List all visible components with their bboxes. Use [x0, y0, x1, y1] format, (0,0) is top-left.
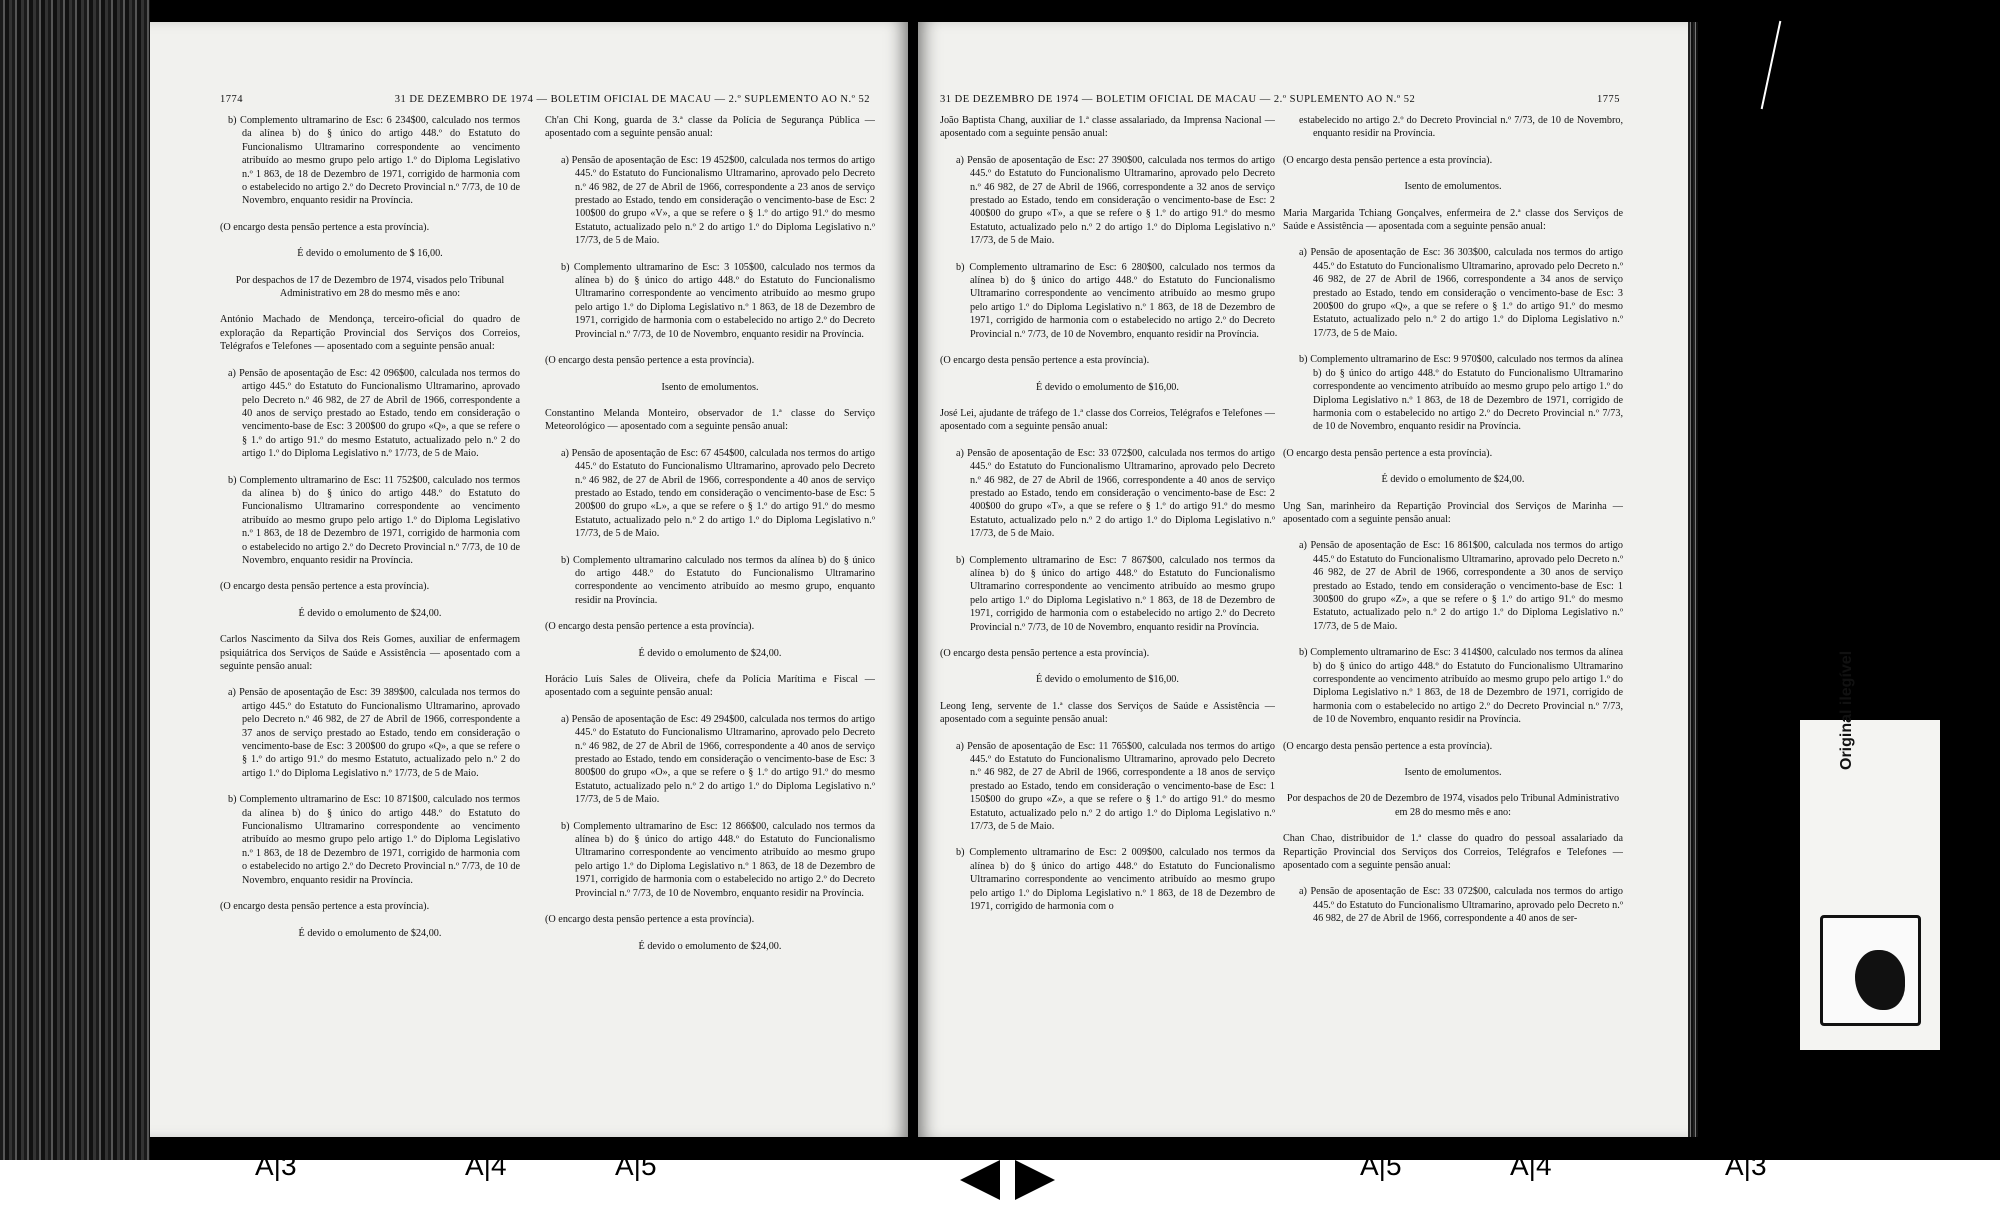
- page-gutter: [908, 22, 918, 1137]
- paragraph: (O encargo desta pensão pertence a esta província).: [220, 581, 430, 593]
- paragraph: António Machado de Mendonça, terceiro-oficial do quadro de exploração da Repartição Provincial dos Serviços dos Correios, Telégrafos e Telefones — aposentado com a seguinte pensão anual:: [220, 314, 520, 353]
- paragraph: b) Complemento ultramarino de Esc: 3 105$00, calculado nos termos da alínea b) do § único do artigo 448.º do Estatuto do Funcionalismo Ultramarino correspondente ao vencimento atribuído ao mesmo grupo pelo artigo 1.º do Diploma Legislativo n.º 1 863, de 18 de Dezembro de 1971, corrigido de harmonia com o estabelecido no artigo 2.º do Decreto Provincial n.º 7/73, de 10 de Novembro, enquanto residir na Província.: [561, 261, 875, 340]
- film-edge-right: [1688, 22, 1698, 1137]
- paragraph: Carlos Nascimento da Silva dos Reis Gomes, auxiliar de enfermagem psiquiátrica dos Serviços de Saúde e Assistência — aposentado com a seguinte pensão anual:: [220, 634, 520, 672]
- paragraph: a) Pensão de aposentação de Esc: 39 389$00, calculada nos termos do artigo 445.º do Estatuto do Funcionalismo Ultramarino, aprovado pelo Decreto n.º 46 982, de 27 de Abril de 1966, correspondente a 37 anos de serviço prestado ao Estado, tendo em consideração o vencimento-base de Esc: 3 200$00 do grupo «Q», a que se refere o § 1.º do artigo 91.º do mesmo Estatuto, actualizado pelo n.º 2 do artigo 1.º do Diploma Legislativo n.º 17/73, de 5 de Maio.: [228, 687, 520, 779]
- paragraph: (O encargo desta pensão pertence a esta província).: [1283, 154, 1493, 166]
- paragraph: Isento de emolumentos.: [1404, 181, 1502, 193]
- paragraph: (O encargo desta pensão pertence a esta província).: [545, 621, 755, 633]
- paragraph: estabelecido no artigo 2.º do Decreto Provincial n.º 7/73, de 10 de Novembro, enquanto residir na Província.: [1299, 115, 1623, 140]
- left-page-header-text: 31 DE DEZEMBRO DE 1974 — BOLETIM OFICIAL DE MACAU — 2.º SUPLEMENTO AO N.º 52: [394, 94, 870, 105]
- paragraph: (O encargo desta pensão pertence a esta província).: [1283, 447, 1493, 459]
- paragraph: (O encargo desta pensão pertence a esta província).: [220, 221, 430, 233]
- paragraph: É devido o emolumento de $ 16,00.: [297, 248, 443, 260]
- frame-mark: A|4: [465, 1150, 507, 1181]
- paragraph: a) Pensão de aposentação de Esc: 33 072$00, calculada nos termos do artigo 445.º do Estatuto do Funcionalismo Ultramarino, aprovado pelo Decreto n.º 46 982, de 27 de Abril de 1966, correspondente a 40 anos de ser-: [1299, 886, 1623, 925]
- paragraph: Por despachos de 20 de Dezembro de 1974, visados pelo Tribunal Administrativo em 28 do mesmo mês e ano:: [1286, 793, 1620, 818]
- paragraph: Isento de emolumentos.: [661, 381, 759, 393]
- left-column-1: [220, 114, 520, 953]
- paragraph: a) Pensão de aposentação de Esc: 67 454$00, calculada nos termos do artigo 445.º do Estatuto do Funcionalismo Ultramarino, aprovado pelo Decreto n.º 46 982, de 27 de Abril de 1966, correspondente a 40 anos de serviço prestado ao Estado, tendo em consideração o vencimento-base de Esc: 5 200$00 do grupo «L», a que se refere o § 1.º do artigo 91.º do mesmo Estatuto, actualizado pelo n.º 2 do artigo 1.º do Diploma Legislativo n.º 17/73, de 5 de Maio.: [561, 447, 875, 540]
- paragraph: a) Pensão de aposentação de Esc: 49 294$00, calculada nos termos do artigo 445.º do Estatuto do Funcionalismo Ultramarino, aprovado pelo Decreto n.º 46 982, de 27 de Abril de 1966, correspondente a 40 anos de serviço prestado ao Estado, tendo em consideração o vencimento-base de Esc: 3 800$00 do grupo «O», a que se refere o § 1.º do artigo 91.º do mesmo Estatuto, actualizado pelo n.º 2 do artigo 1.º do Diploma Legislativo n.º 17/73, de 5 de Maio.: [561, 713, 875, 806]
- paragraph: Leong Ieng, servente de 1.ª classe dos Serviços de Saúde e Assistência — aposentado com a seguinte pensão anual:: [940, 700, 1275, 726]
- paragraph: (O encargo desta pensão pertence a esta província).: [940, 648, 1150, 659]
- paragraph: Constantino Melanda Monteiro, observador de 1.ª classe do Serviço Meteorológico — aposentado com a seguinte pensão anual:: [545, 407, 875, 433]
- right-page: [918, 22, 1688, 1137]
- paragraph: b) Complemento ultramarino calculado nos termos da alínea b) do § único do artigo 448.º do Estatuto do Funcionalismo Ultramarino correspondente ao vencimento atribuído ao mesmo grupo, enquanto residir na Província.: [561, 554, 875, 606]
- right-page-header: [940, 94, 1620, 105]
- paragraph: (O encargo desta pensão pertence a esta província).: [220, 901, 430, 913]
- paragraph: b) Complemento ultramarino de Esc: 11 752$00, calculado nos termos da alínea b) do § único do artigo 448.º do Estatuto do Funcionalismo Ultramarino correspondente ao vencimento atribuído ao mesmo grupo pelo artigo 1.º do Diploma Legislativo n.º 1 863, de 18 de Dezembro de 1971, corrigido de harmonia com o estabelecido no artigo 2.º do Decreto Provincial n.º 7/73, de 10 de Novembro, enquanto residir na Província.: [228, 474, 520, 566]
- frame-mark: A|3: [1725, 1150, 1767, 1181]
- paragraph: É devido o emolumento de $16,00.: [1036, 381, 1179, 393]
- paragraph: É devido o emolumento de $24,00.: [638, 647, 782, 659]
- paragraph: É devido o emolumento de $24,00.: [298, 927, 442, 939]
- paragraph: (O encargo desta pensão pertence a esta província).: [1283, 740, 1493, 752]
- paragraph: Maria Margarida Tchiang Gonçalves, enfermeira de 2.ª classe dos Serviços de Saúde e Assistência — aposentada com a seguinte pensão anual:: [1283, 207, 1623, 233]
- right-page-number: 1775: [1597, 94, 1620, 105]
- left-page: [150, 22, 908, 1137]
- paragraph: É devido o emolumento de $24,00.: [1381, 474, 1525, 486]
- film-scratch: [1761, 21, 1782, 109]
- paragraph: (O encargo desta pensão pertence a esta província).: [545, 914, 755, 926]
- right-column-1: [940, 114, 1275, 927]
- paragraph: a) Pensão de aposentação de Esc: 16 861$00, calculada nos termos do artigo 445.º do Estatuto do Funcionalismo Ultramarino, aprovado pelo Decreto n.º 46 982, de 27 de Abril de 1966, correspondente a 30 anos de serviço prestado ao Estado, tendo em consideração o vencimento-base de Esc: 1 300$00 do grupo «Z», a que se refere o § 1.º do artigo 91.º do mesmo Estatuto, actualizado pelo n.º 2 do artigo 1.º do Diploma Legislativo n.º 17/73, de 5 de Maio.: [1299, 540, 1623, 632]
- paragraph: É devido o emolumento de $24,00.: [638, 940, 782, 952]
- right-column-2: [1283, 114, 1623, 939]
- paragraph: É devido o emolumento de $24,00.: [298, 607, 442, 619]
- paragraph: Isento de emolumentos.: [1404, 767, 1502, 779]
- frame-mark: A|3: [255, 1150, 297, 1181]
- paragraph: Chan Chao, distribuidor de 1.ª classe do quadro do pessoal assalariado da Repartição Provincial dos Serviços dos Correios, Telégrafos e Telefones — aposentado com a seguinte pensão anual:: [1283, 833, 1623, 872]
- paragraph: b) Complemento ultramarino de Esc: 12 866$00, calculado nos termos da alínea b) do § único do artigo 448.º do Estatuto do Funcionalismo Ultramarino correspondente ao vencimento atribuído ao mesmo grupo pelo artigo 1.º do Diploma Legislativo n.º 1 863, de 18 de Dezembro de 1971, corrigido de harmonia com o estabelecido no artigo 2.º do Decreto Provincial n.º 7/73, de 10 de Novembro, enquanto residir na Província.: [561, 820, 875, 899]
- paragraph: João Baptista Chang, auxiliar de 1.ª classe assalariado, da Imprensa Nacional — aposentado com a seguinte pensão anual:: [940, 115, 1275, 140]
- left-page-header: [220, 94, 870, 105]
- paragraph: José Lei, ajudante de tráfego de 1.ª classe dos Correios, Telégrafos e Telefones — aposentado com a seguinte pensão anual:: [940, 407, 1275, 433]
- paragraph: a) Pensão de aposentação de Esc: 27 390$00, calculada nos termos do artigo 445.º do Estatuto do Funcionalismo Ultramarino, aprovado pelo Decreto n.º 46 982, de 27 de Abril de 1966, correspondente a 32 anos de serviço prestado ao Estado, tendo em consideração o vencimento-base de Esc: 2 400$00 do grupo «T», a que se refere o § 1.º do artigo 91.º do mesmo Estatuto, actualizado pelo n.º 2 do artigo 1.º do Diploma Legislativo n.º 17/73, de 5 de Maio.: [956, 154, 1275, 247]
- paragraph: b) Complemento ultramarino de Esc: 10 871$00, calculado nos termos da alínea b) do § único do artigo 448.º do Estatuto do Funcionalismo Ultramarino correspondente ao vencimento atribuído ao mesmo grupo pelo artigo 1.º do Diploma Legislativo n.º 1 863, de 18 de Dezembro de 1971, corrigido de harmonia com o estabelecido no artigo 2.º do Decreto Provincial n.º 7/73, de 10 de Novembro, enquanto residir na Província.: [228, 794, 520, 886]
- left-column-2: [545, 114, 875, 966]
- paragraph: b) Complemento ultramarino de Esc: 2 009$00, calculado nos termos da alínea b) do § único do artigo 448.º do Estatuto do Funcionalismo Ultramarino correspondente ao vencimento atribuído ao mesmo grupo pelo artigo 1.º do Diploma Legislativo n.º 1 863, de 18 de Dezembro de 1971, corrigido de harmonia com o: [956, 847, 1275, 913]
- paragraph: Ung San, marinheiro da Repartição Provincial dos Serviços de Marinha — aposentado com a seguinte pensão anual:: [1283, 500, 1623, 525]
- paragraph: b) Complemento ultramarino de Esc: 6 280$00, calculado nos termos da alínea b) do § único do artigo 448.º do Estatuto do Funcionalismo Ultramarino correspondente ao vencimento atribuído ao mesmo grupo pelo artigo 1.º do Diploma Legislativo n.º 1 863, de 18 de Dezembro de 1971, corrigido de harmonia com o estabelecido no artigo 2.º do Decreto Provincial n.º 7/73, de 10 de Novembro, enquanto residir na Província.: [956, 261, 1275, 340]
- paragraph: a) Pensão de aposentação de Esc: 19 452$00, calculada nos termos do artigo 445.º do Estatuto do Funcionalismo Ultramarino, aprovado pelo Decreto n.º 46 982, de 27 de Abril de 1966, correspondente a 23 anos de serviço prestado ao Estado, tendo em consideração o vencimento-base de Esc: 2 100$00 do grupo «V», a que se refere o § 1.º do artigo 91.º do mesmo Estatuto, actualizado pelo n.º 2 do artigo 1.º do Diploma Legislativo n.º 17/73, de 5 de Maio.: [561, 154, 875, 247]
- paragraph: (O encargo desta pensão pertence a esta província).: [940, 355, 1150, 367]
- frame-mark: A|5: [615, 1150, 657, 1181]
- film-frame-strip: [0, 1160, 2000, 1205]
- frame-triangle-left-icon: [960, 1160, 1000, 1200]
- paragraph: b) Complemento ultramarino de Esc: 9 970$00, calculado nos termos da alínea b) do § único do artigo 448.º do Estatuto do Funcionalismo Ultramarino correspondente ao vencimento atribuído ao mesmo grupo pelo artigo 1.º do Diploma Legislativo n.º 1 863, de 18 de Dezembro de 1971, corrigido de harmonia com o estabelecido no artigo 2.º do Decreto Provincial n.º 7/73, de 10 de Novembro, enquanto residir na Província.: [1299, 354, 1623, 433]
- right-page-header-text: 31 DE DEZEMBRO DE 1974 — BOLETIM OFICIAL DE MACAU — 2.º SUPLEMENTO AO N.º 52: [940, 94, 1416, 105]
- frame-mark: A|4: [1510, 1150, 1552, 1181]
- paragraph: b) Complemento ultramarino de Esc: 6 234$00, calculado nos termos da alínea b) do § único do artigo 448.º do Estatuto do Funcionalismo Ultramarino correspondente ao vencimento atribuído ao mesmo grupo pelo artigo 1.º do Diploma Legislativo n.º 1 863, de 18 de Dezembro de 1971, corrigido de harmonia com o estabelecido no artigo 2.º do Decreto Provincial n.º 7/73, de 10 de Novembro, enquanto residir na Província.: [228, 115, 520, 207]
- left-page-number: 1774: [220, 94, 243, 105]
- paragraph: (O encargo desta pensão pertence a esta província).: [545, 355, 755, 367]
- paragraph: a) Pensão de aposentação de Esc: 11 765$00, calculada nos termos do artigo 445.º do Estatuto do Funcionalismo Ultramarino, aprovado pelo Decreto n.º 46 982, de 27 de Abril de 1966, correspondente a 18 anos de serviço prestado ao Estado, tendo em consideração o vencimento-base de Esc: 1 150$00 do grupo «Z», a que se refere o § 1.º do artigo 91.º do mesmo Estatuto, actualizado pelo n.º 2 do artigo 1.º do Diploma Legislativo n.º 17/73, de 5 de Maio.: [956, 740, 1275, 833]
- paragraph: Horácio Luís Sales de Oliveira, chefe da Polícia Marítima e Fiscal — aposentado com a seguinte pensão anual:: [545, 674, 875, 699]
- paragraph: É devido o emolumento de $16,00.: [1036, 674, 1179, 686]
- paragraph: a) Pensão de aposentação de Esc: 36 303$00, calculada nos termos do artigo 445.º do Estatuto do Funcionalismo Ultramarino, aprovado pelo Decreto n.º 46 982, de 27 de Abril de 1966, correspondente a 34 anos de serviço prestado ao Estado, tendo em consideração o vencimento-base de Esc: 3 200$00 do grupo «Q», a que se refere o § 1.º do artigo 91.º do mesmo Estatuto, actualizado pelo n.º 2 do artigo 1.º do Diploma Legislativo n.º 17/73, de 5 de Maio.: [1299, 247, 1623, 339]
- film-edge-left: [0, 0, 150, 1160]
- paragraph: b) Complemento ultramarino de Esc: 3 414$00, calculado nos termos da alínea b) do § único do artigo 448.º do Estatuto do Funcionalismo Ultramarino correspondente ao vencimento atribuído ao mesmo grupo pelo artigo 1.º do Diploma Legislativo n.º 1 863, de 18 de Dezembro de 1971, corrigido de harmonia com o estabelecido no artigo 2.º do Decreto Provincial n.º 7/73, de 10 de Novembro, enquanto residir na Província.: [1299, 647, 1623, 726]
- paragraph: a) Pensão de aposentação de Esc: 33 072$00, calculada nos termos do artigo 445.º do Estatuto do Funcionalismo Ultramarino, aprovado pelo Decreto n.º 46 982, de 27 de Abril de 1966, correspondente a 40 anos de serviço prestado ao Estado, tendo em consideração o vencimento-base de Esc: 2 400$00 do grupo «T», a que se refere o § 1.º do artigo 91.º do mesmo Estatuto, actualizado pelo n.º 2 do artigo 1.º do Diploma Legislativo n.º 17/73, de 5 de Maio.: [956, 447, 1275, 540]
- paragraph: b) Complemento ultramarino de Esc: 7 867$00, calculado nos termos da alínea b) do § único do artigo 448.º do Estatuto do Funcionalismo Ultramarino correspondente ao vencimento atribuído ao mesmo grupo pelo artigo 1.º do Diploma Legislativo n.º 1 863, de 18 de Dezembro de 1971, corrigido de harmonia com o estabelecido no artigo 2.º do Decreto Provincial n.º 7/73, de 10 de Novembro, enquanto residir na Província.: [956, 554, 1275, 633]
- paragraph: Ch'an Chi Kong, guarda de 3.ª classe da Polícia de Segurança Pública — aposentado com a seguinte pensão anual:: [545, 115, 875, 140]
- frame-mark: A|5: [1360, 1150, 1402, 1181]
- paragraph: a) Pensão de aposentação de Esc: 42 096$00, calculada nos termos do artigo 445.º do Estatuto do Funcionalismo Ultramarino, aprovado pelo Decreto n.º 46 982, de 27 de Abril de 1966, correspondente a 40 anos de serviço prestado ao Estado, tendo em consideração o vencimento-base de Esc: 3 200$00 do grupo «Q», a que se refere o § 1.º do artigo 91.º do mesmo Estatuto, actualizado pelo n.º 2 do artigo 1.º do Diploma Legislativo n.º 17/73, de 5 de Maio.: [228, 367, 520, 460]
- illegible-stamp-text: Original ilegível: [1838, 650, 1855, 770]
- frame-triangle-right-icon: [1015, 1160, 1055, 1200]
- paragraph: Por despachos de 17 de Dezembro de 1974, visados pelo Tribunal Administrativo em 28 do mesmo mês e ano:: [235, 274, 505, 300]
